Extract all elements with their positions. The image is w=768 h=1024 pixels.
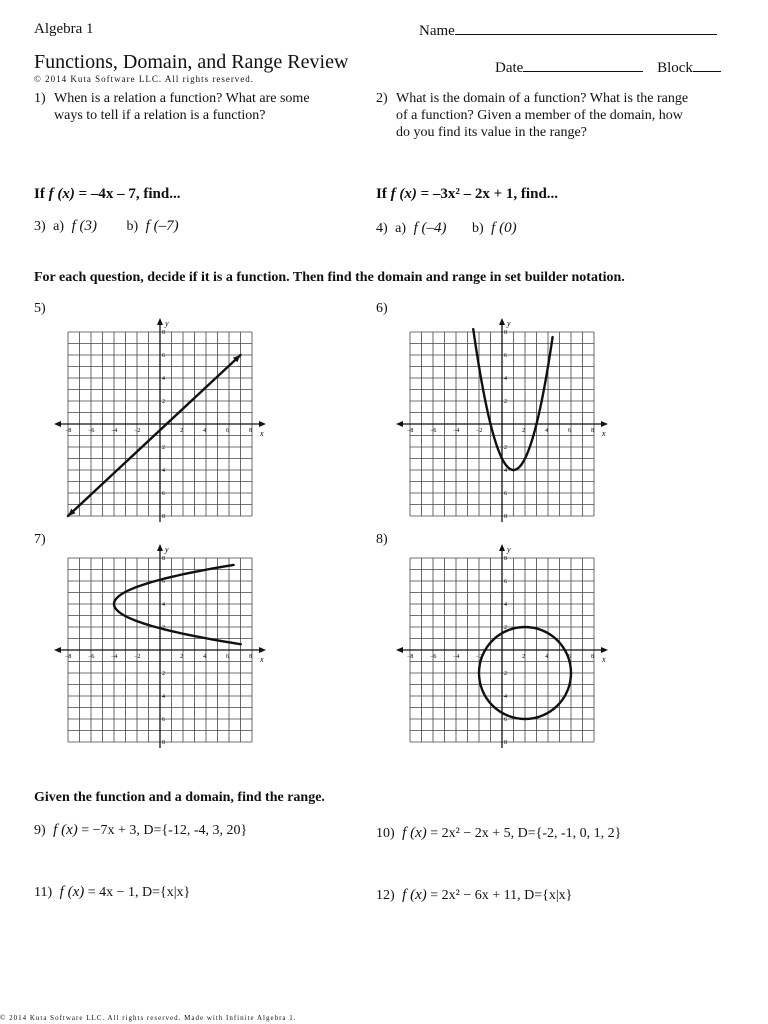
y-tick-label: 4 bbox=[504, 694, 507, 700]
graph-6-number: 6) bbox=[376, 301, 388, 316]
x-tick-label: 8 bbox=[591, 654, 594, 660]
function-expression: = –4x – 7, find... bbox=[74, 186, 181, 202]
y-tick-label: 4 bbox=[162, 468, 165, 474]
y-tick-label: 6 bbox=[162, 353, 165, 359]
part-b-expression: f (–7) bbox=[145, 218, 179, 234]
x-tick-label: −4 bbox=[453, 428, 460, 434]
function-notation: f (x) bbox=[390, 186, 417, 202]
x-tick-label: −4 bbox=[111, 428, 118, 434]
y-tick-label: 8 bbox=[504, 330, 507, 336]
x-tick-label: −6 bbox=[430, 428, 437, 434]
question-3: 3) a) f (3) b) f (–7) bbox=[34, 218, 179, 234]
x-tick-label: 8 bbox=[249, 428, 252, 434]
x-tick-label: 8 bbox=[249, 654, 252, 660]
y-tick-label: 2 bbox=[504, 625, 507, 631]
y-axis-label: y bbox=[507, 319, 511, 328]
part-a-expression: f (3) bbox=[71, 218, 97, 234]
x-tick-label: 2 bbox=[522, 428, 525, 434]
worksheet-title: Functions, Domain, and Range Review bbox=[34, 51, 349, 73]
y-axis-label: y bbox=[165, 545, 169, 554]
y-axis-arrow-up bbox=[157, 544, 163, 551]
x-tick-label: 4 bbox=[203, 428, 206, 434]
y-tick-label: 6 bbox=[162, 717, 165, 723]
function-expression: = –3x² – 2x + 1, find... bbox=[416, 186, 559, 202]
part-b-expression: f (0) bbox=[491, 220, 517, 236]
graph-8 bbox=[394, 544, 610, 748]
x-tick-label: −6 bbox=[430, 654, 437, 660]
x-tick-label: −6 bbox=[88, 654, 95, 660]
x-tick-label: −2 bbox=[476, 428, 483, 434]
x-axis-arrow-right bbox=[601, 421, 608, 427]
x-tick-label: −8 bbox=[407, 428, 414, 434]
graph-7 bbox=[52, 544, 268, 748]
course-name: Algebra 1 bbox=[34, 21, 94, 37]
x-tick-label: 2 bbox=[522, 654, 525, 660]
function-expression: = −7x + 3, D={-12, -4, 3, 20} bbox=[77, 823, 248, 838]
x-tick-label: −8 bbox=[65, 428, 72, 434]
y-axis-label: y bbox=[165, 319, 169, 328]
date-blank[interactable] bbox=[523, 58, 643, 72]
part-a-expression: f (–4) bbox=[413, 220, 447, 236]
y-tick-label: 6 bbox=[162, 579, 165, 585]
y-tick-label: 8 bbox=[162, 740, 165, 746]
x-axis-arrow-right bbox=[259, 647, 266, 653]
y-tick-label: 2 bbox=[162, 625, 165, 631]
y-tick-label: 4 bbox=[162, 694, 165, 700]
x-axis-label: x bbox=[602, 655, 606, 664]
y-axis-label: y bbox=[507, 545, 511, 554]
y-tick-label: 4 bbox=[504, 376, 507, 382]
y-tick-label: 6 bbox=[504, 491, 507, 497]
y-tick-label: 8 bbox=[504, 740, 507, 746]
name-blank[interactable] bbox=[455, 21, 717, 35]
x-axis-arrow-left bbox=[54, 647, 61, 653]
y-tick-label: 4 bbox=[162, 376, 165, 382]
function-def-2: If f (x) = –3x² – 2x + 1, find... bbox=[376, 186, 559, 202]
y-tick-label: 4 bbox=[162, 602, 165, 608]
x-tick-label: −2 bbox=[134, 428, 141, 434]
date-label: Date bbox=[495, 60, 524, 76]
block-blank[interactable] bbox=[693, 58, 721, 72]
graph-6 bbox=[394, 318, 610, 522]
x-axis-arrow-left bbox=[54, 421, 61, 427]
x-tick-label: −8 bbox=[407, 654, 414, 660]
x-axis-arrow-left bbox=[396, 421, 403, 427]
function-expression: = 2x² − 6x + 11, D={x|x} bbox=[426, 888, 573, 903]
y-tick-label: 2 bbox=[504, 399, 507, 405]
function-expression: = 2x² − 2x + 5, D={-2, -1, 0, 1, 2} bbox=[426, 826, 622, 841]
function-notation: f (x) bbox=[59, 884, 85, 900]
x-tick-label: 8 bbox=[591, 428, 594, 434]
y-tick-label: 6 bbox=[504, 717, 507, 723]
y-tick-label: 2 bbox=[162, 671, 165, 677]
y-tick-label: 8 bbox=[162, 556, 165, 562]
y-tick-label: 6 bbox=[504, 353, 507, 359]
y-tick-label: 8 bbox=[162, 330, 165, 336]
name-label: Name bbox=[419, 23, 455, 39]
function-notation: f (x) bbox=[53, 822, 78, 838]
y-tick-label: 2 bbox=[504, 445, 507, 451]
date-block-line[interactable] bbox=[495, 58, 721, 77]
function-def-1: If f (x) = –4x – 7, find... bbox=[34, 186, 181, 202]
question-text: When is a relation a function? What are some ways to tell if a relation is a function? bbox=[54, 91, 310, 123]
question-11: 11) f (x) = 4x − 1, D={x|x} bbox=[34, 884, 191, 900]
y-axis-arrow-up bbox=[499, 544, 505, 551]
question-text: What is the domain of a function? What is the range of a function? Given a member of the domain, how do you find its value in the range? bbox=[396, 91, 689, 140]
x-tick-label: 6 bbox=[568, 428, 571, 434]
question-2 bbox=[376, 90, 696, 141]
x-tick-label: −4 bbox=[453, 654, 460, 660]
footer-copyright: © 2014 Kuta Software LLC. All rights reserved. Made with Infinite Algebra 1. bbox=[0, 1014, 297, 1022]
y-tick-label: 6 bbox=[162, 491, 165, 497]
x-tick-label: 2 bbox=[180, 654, 183, 660]
block-label: Block bbox=[657, 60, 693, 76]
y-tick-label: 8 bbox=[162, 514, 165, 520]
y-tick-label: 4 bbox=[504, 468, 507, 474]
y-tick-label: 8 bbox=[504, 556, 507, 562]
y-axis-arrow-up bbox=[499, 318, 505, 325]
x-tick-label: −4 bbox=[111, 654, 118, 660]
graph-5-number: 5) bbox=[34, 301, 46, 316]
question-12: 12) f (x) = 2x² − 6x + 11, D={x|x} bbox=[376, 887, 573, 903]
x-tick-label: 6 bbox=[226, 428, 229, 434]
function-notation: f (x) bbox=[402, 887, 427, 903]
function-notation: f (x) bbox=[402, 825, 427, 841]
graph-8-number: 8) bbox=[376, 532, 388, 547]
x-tick-label: −8 bbox=[65, 654, 72, 660]
graph-7-number: 7) bbox=[34, 532, 46, 547]
name-line[interactable] bbox=[419, 21, 717, 40]
function-notation: f (x) bbox=[48, 186, 75, 202]
question-number: 1) bbox=[34, 91, 46, 106]
function-expression: = 4x − 1, D={x|x} bbox=[84, 885, 191, 900]
x-axis-label: x bbox=[602, 429, 606, 438]
question-9: 9) f (x) = −7x + 3, D={-12, -4, 3, 20} bbox=[34, 822, 248, 838]
y-tick-label: 4 bbox=[504, 602, 507, 608]
x-tick-label: 6 bbox=[226, 654, 229, 660]
x-tick-label: −2 bbox=[476, 654, 483, 660]
section-instructions-2: Given the function and a domain, find the range. bbox=[34, 790, 325, 805]
x-tick-label: −6 bbox=[88, 428, 95, 434]
x-tick-label: 6 bbox=[568, 654, 571, 660]
y-tick-label: 2 bbox=[162, 445, 165, 451]
x-axis-arrow-right bbox=[259, 421, 266, 427]
y-axis-arrow-up bbox=[157, 318, 163, 325]
section-instructions-1: For each question, decide if it is a function. Then find the domain and range in set builder notation. bbox=[34, 270, 625, 285]
question-1 bbox=[34, 90, 339, 124]
y-tick-label: 6 bbox=[504, 579, 507, 585]
y-tick-label: 2 bbox=[504, 671, 507, 677]
y-tick-label: 8 bbox=[504, 514, 507, 520]
x-axis-arrow-left bbox=[396, 647, 403, 653]
question-10: 10) f (x) = 2x² − 2x + 5, D={-2, -1, 0, 1, 2} bbox=[376, 825, 622, 841]
relation-parabola bbox=[473, 329, 552, 470]
relation-sideways-parabola bbox=[114, 565, 241, 644]
x-axis-label: x bbox=[260, 655, 264, 664]
graph-5 bbox=[52, 318, 268, 522]
x-axis-label: x bbox=[260, 429, 264, 438]
x-tick-label: 4 bbox=[545, 428, 548, 434]
question-number: 2) bbox=[376, 91, 388, 106]
copyright-line: © 2014 Kuta Software LLC. All rights reserved. bbox=[34, 74, 255, 84]
question-4: 4) a) f (–4) b) f (0) bbox=[376, 220, 517, 236]
y-tick-label: 2 bbox=[162, 399, 165, 405]
x-tick-label: 4 bbox=[545, 654, 548, 660]
x-tick-label: 4 bbox=[203, 654, 206, 660]
x-axis-arrow-right bbox=[601, 647, 608, 653]
x-tick-label: −2 bbox=[134, 654, 141, 660]
x-tick-label: 2 bbox=[180, 428, 183, 434]
